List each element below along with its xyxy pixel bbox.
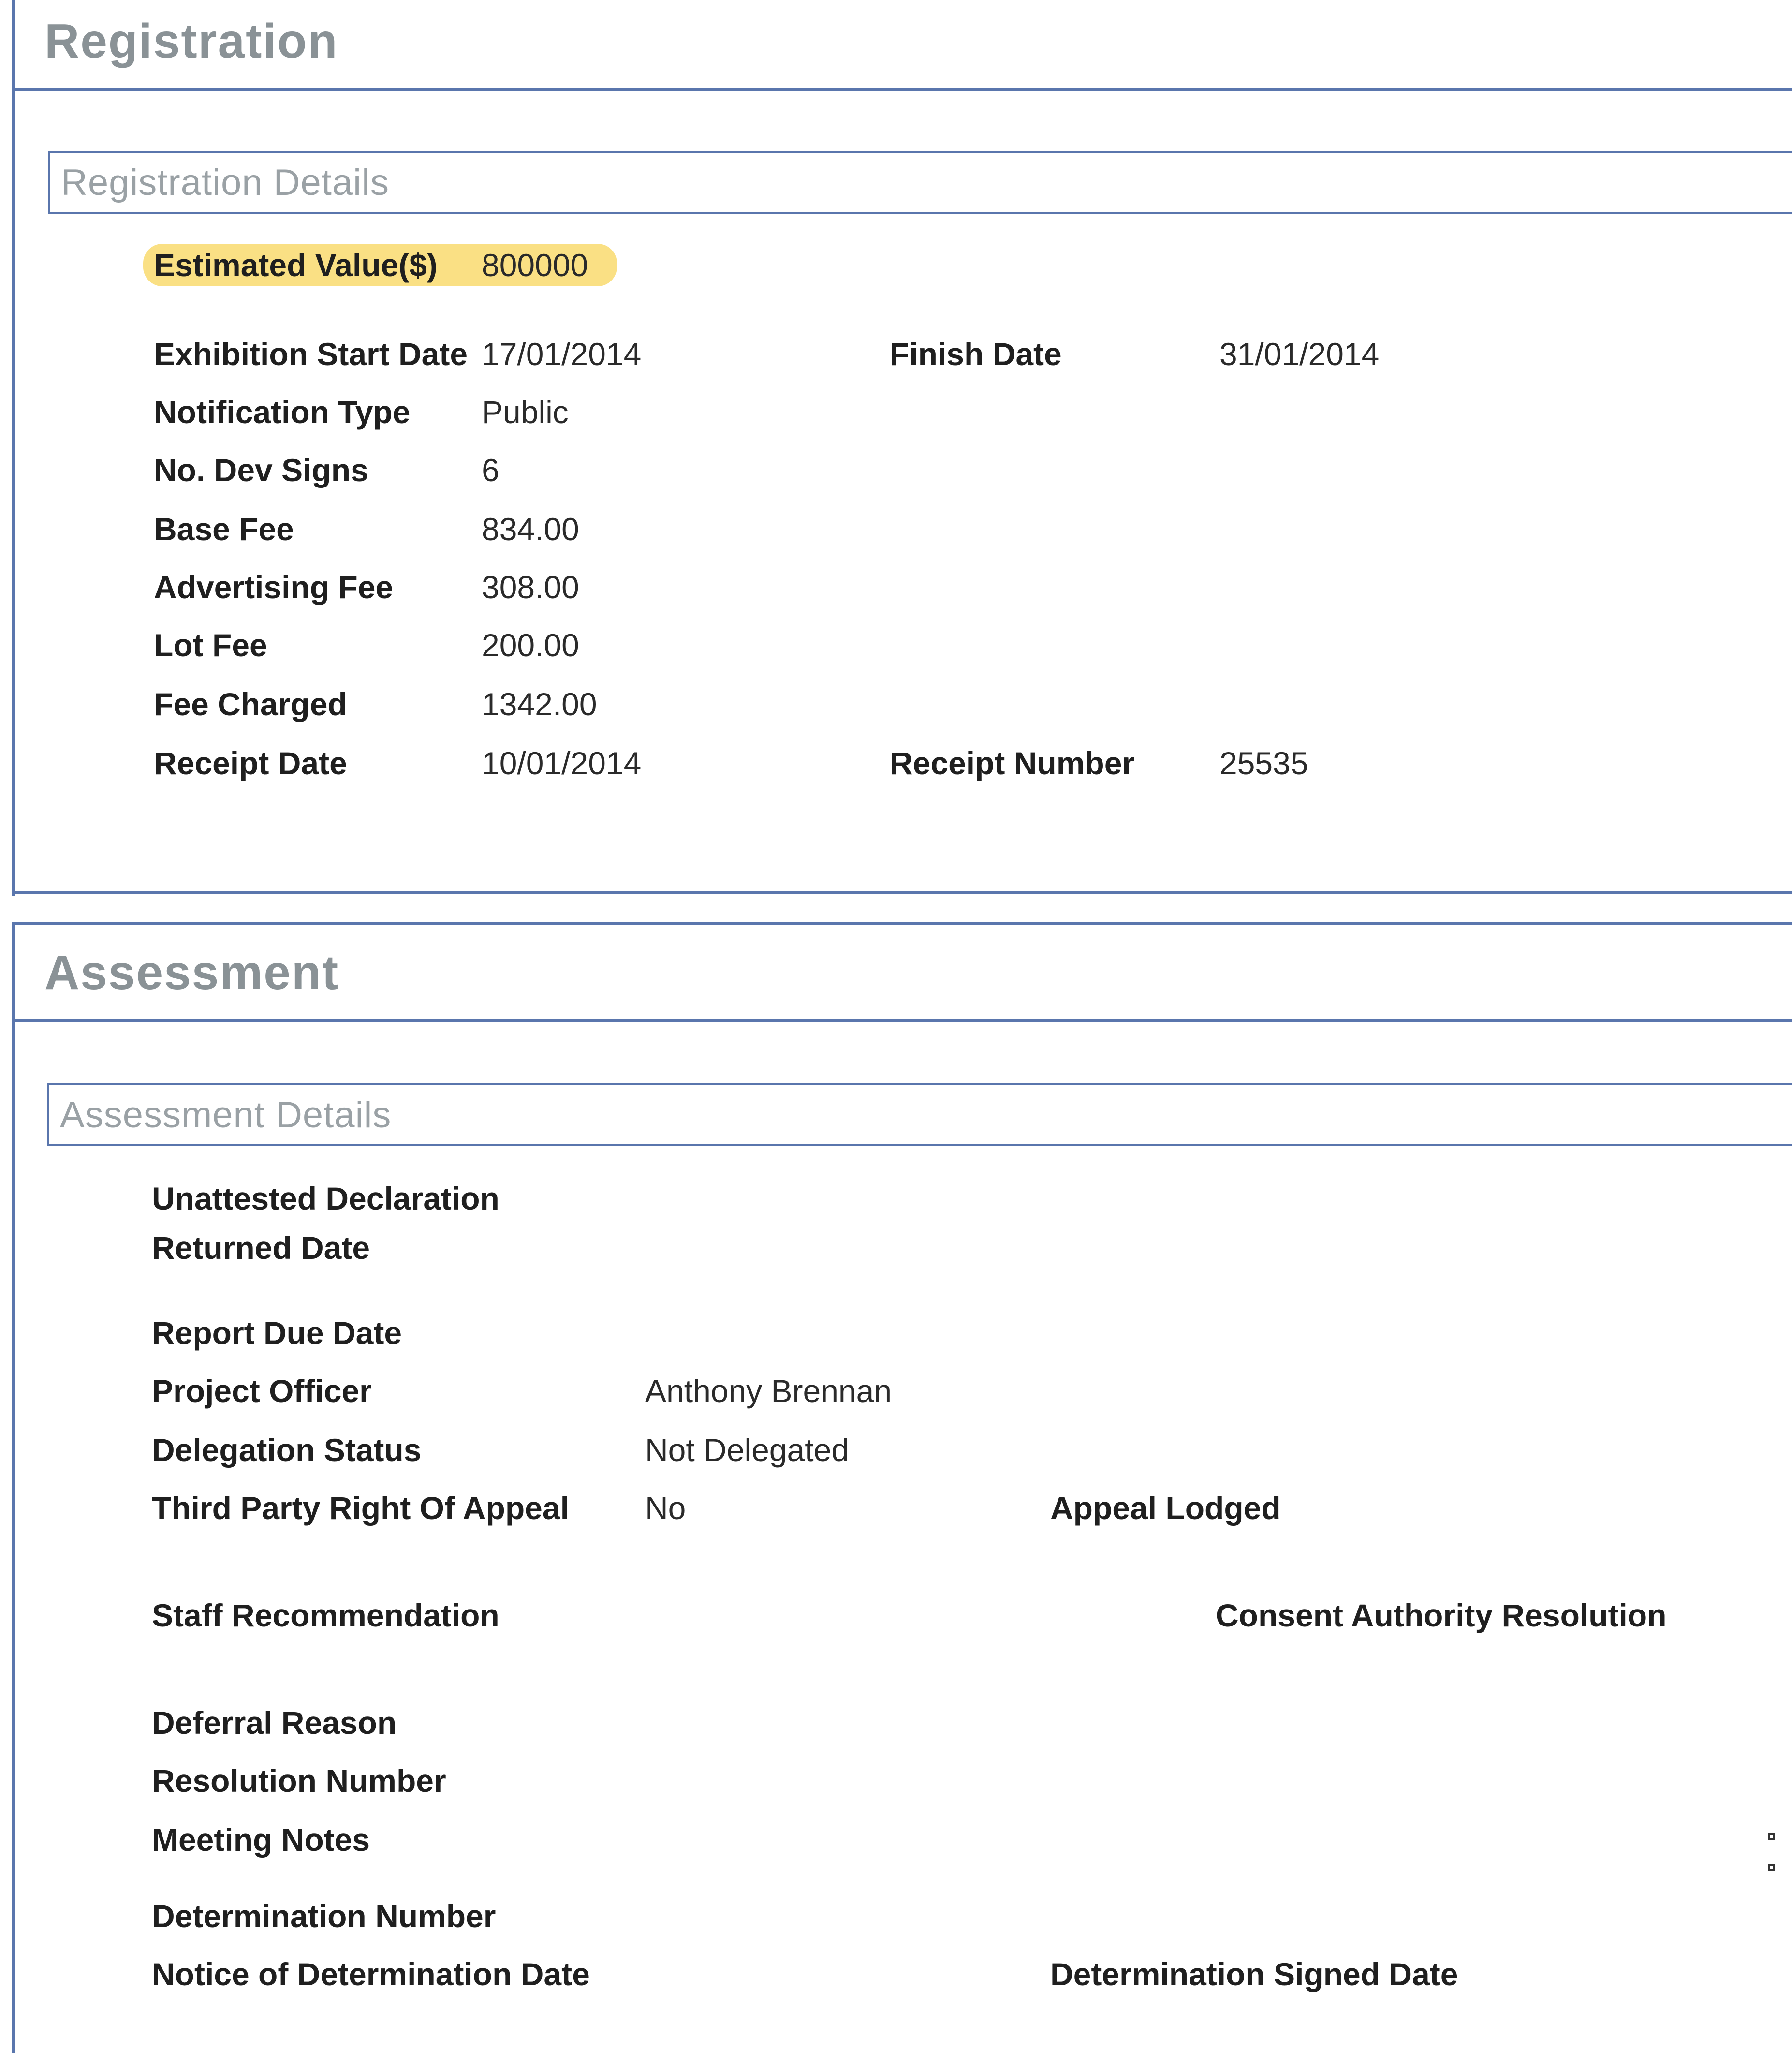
exhibition-start-date-value: 17/01/2014 xyxy=(482,336,642,372)
registration-title-rule xyxy=(12,88,1792,91)
assessment-left-border xyxy=(12,922,15,2053)
fee-charged-value: 1342.00 xyxy=(482,686,597,722)
meeting-notes-scroll-down-icon[interactable] xyxy=(1768,1864,1775,1871)
third-party-appeal-label: Third Party Right Of Appeal xyxy=(152,1490,569,1526)
exhibition-start-date-label: Exhibition Start Date xyxy=(154,336,468,372)
deferral-reason-label: Deferral Reason xyxy=(152,1705,397,1741)
consent-authority-resolution-label: Consent Authority Resolution xyxy=(1216,1597,1667,1633)
third-party-appeal-value: No xyxy=(645,1490,686,1526)
notification-type-label: Notification Type xyxy=(154,394,411,430)
receipt-date-label: Receipt Date xyxy=(154,745,347,781)
finish-date-label: Finish Date xyxy=(890,336,1062,372)
notice-of-determination-date-label: Notice of Determination Date xyxy=(152,1956,590,1992)
meeting-notes-label: Meeting Notes xyxy=(152,1822,370,1858)
dev-signs-label: No. Dev Signs xyxy=(154,452,368,488)
notification-type-value: Public xyxy=(482,394,569,430)
project-officer-label: Project Officer xyxy=(152,1373,372,1409)
determination-number-label: Determination Number xyxy=(152,1898,496,1934)
unattested-declaration-returned-label: Returned Date xyxy=(152,1230,370,1266)
delegation-status-label: Delegation Status xyxy=(152,1432,422,1468)
assessment-top-rule xyxy=(12,922,1792,925)
assessment-title: Assessment xyxy=(44,945,339,1000)
delegation-status-value: Not Delegated xyxy=(645,1432,849,1468)
receipt-number-value: 25535 xyxy=(1219,745,1308,781)
unattested-declaration-label: Unattested Declaration xyxy=(152,1181,499,1216)
project-officer-value: Anthony Brennan xyxy=(645,1373,892,1409)
registration-title: Registration xyxy=(44,14,338,68)
estimated-value-value: 800000 xyxy=(482,247,588,283)
report-due-date-label: Report Due Date xyxy=(152,1315,402,1351)
registration-details-title: Registration Details xyxy=(61,162,389,203)
assessment-title-rule xyxy=(12,1019,1792,1022)
base-fee-label: Base Fee xyxy=(154,511,294,547)
resolution-number-label: Resolution Number xyxy=(152,1763,446,1799)
registration-bottom-rule xyxy=(12,891,1792,894)
advertising-fee-label: Advertising Fee xyxy=(154,569,394,605)
registration-left-border xyxy=(12,0,15,896)
meeting-notes-scroll-up-icon[interactable] xyxy=(1768,1833,1775,1840)
finish-date-value: 31/01/2014 xyxy=(1219,336,1380,372)
base-fee-value: 834.00 xyxy=(482,511,579,547)
dev-signs-value: 6 xyxy=(482,452,499,488)
receipt-number-label: Receipt Number xyxy=(890,745,1135,781)
fee-charged-label: Fee Charged xyxy=(154,686,347,722)
assessment-details-header xyxy=(47,1083,1792,1146)
appeal-lodged-label: Appeal Lodged xyxy=(1050,1490,1281,1526)
lot-fee-label: Lot Fee xyxy=(154,627,267,663)
registration-details-header xyxy=(48,151,1792,214)
advertising-fee-value: 308.00 xyxy=(482,569,579,605)
estimated-value-label: Estimated Value($) xyxy=(154,247,438,283)
lot-fee-value: 200.00 xyxy=(482,627,579,663)
staff-recommendation-label: Staff Recommendation xyxy=(152,1597,499,1633)
receipt-date-value: 10/01/2014 xyxy=(482,745,642,781)
assessment-details-title: Assessment Details xyxy=(60,1094,392,1136)
determination-signed-date-label: Determination Signed Date xyxy=(1050,1956,1458,1992)
